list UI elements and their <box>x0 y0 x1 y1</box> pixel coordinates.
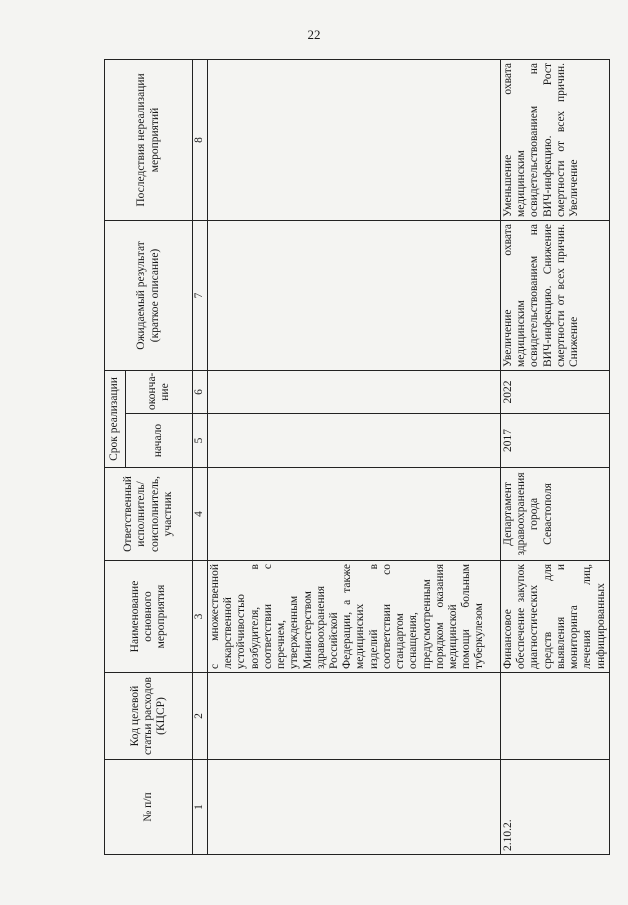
page-number: 22 <box>307 27 321 42</box>
row-code <box>501 673 610 760</box>
header-consequences: Последствия нереализации мероприятий <box>105 60 193 221</box>
header-end: оконча-ние <box>126 371 193 414</box>
row-number <box>208 760 501 855</box>
column-number: 6 <box>193 371 208 414</box>
row-name: Финансовое обеспечение закупок диагностических средств для выявления и мониторинга лечения лиц, инфицированных <box>501 561 610 673</box>
column-number: 7 <box>193 221 208 371</box>
row-result: Увеличение охвата медицинским освидетельствованием на ВИЧ-инфекцию. Снижение смертности от всех причин. Снижение <box>501 221 610 371</box>
row-end <box>208 371 501 414</box>
column-number-row <box>193 60 208 855</box>
row-start <box>208 414 501 468</box>
row-number: 2.10.2. <box>501 760 610 855</box>
header-row <box>105 60 126 855</box>
header-name: Наименование основного мероприятия <box>105 561 193 673</box>
row-consequences: Уменьшение охвата медицинским освидетельствованием на ВИЧ-инфекцию. Рост смертности от всех причин. Увеличение <box>501 60 610 221</box>
column-number: 5 <box>193 414 208 468</box>
column-number: 1 <box>193 760 208 855</box>
column-number: 2 <box>193 673 208 760</box>
column-number: 4 <box>193 468 208 561</box>
table-row <box>501 60 610 855</box>
column-number: 8 <box>193 60 208 221</box>
row-executor: Департамент здравоохранения города Севастополя <box>501 468 610 561</box>
header-number: № п/п <box>105 760 193 855</box>
row-name: с множественной лекарственной устойчивостью возбудителя, в соответствии с перечнем, утвержденным Министерством здравоохранения Российской Федерации, а также медицинских изделий в соответствии со стандартом оснащения, предусмотренным порядком оказания медицинской помощи больным туберкулезом <box>208 561 501 673</box>
header-executor: Ответственный исполнитель/ соисполнитель, участник <box>105 468 193 561</box>
column-number: 3 <box>193 561 208 673</box>
header-period: Срок реализации <box>105 371 126 468</box>
table-rotated-container <box>104 60 607 855</box>
table-row <box>208 60 501 855</box>
header-result: Ожидаемый результат (краткое описание) <box>105 221 193 371</box>
activities-table <box>104 59 610 855</box>
row-code <box>208 673 501 760</box>
row-end: 2022 <box>501 371 610 414</box>
header-code: Код целевой статьи расходов (КЦСР) <box>105 673 193 760</box>
row-result <box>208 221 501 371</box>
row-executor <box>208 468 501 561</box>
row-consequences <box>208 60 501 221</box>
header-start: начало <box>126 414 193 468</box>
row-start: 2017 <box>501 414 610 468</box>
